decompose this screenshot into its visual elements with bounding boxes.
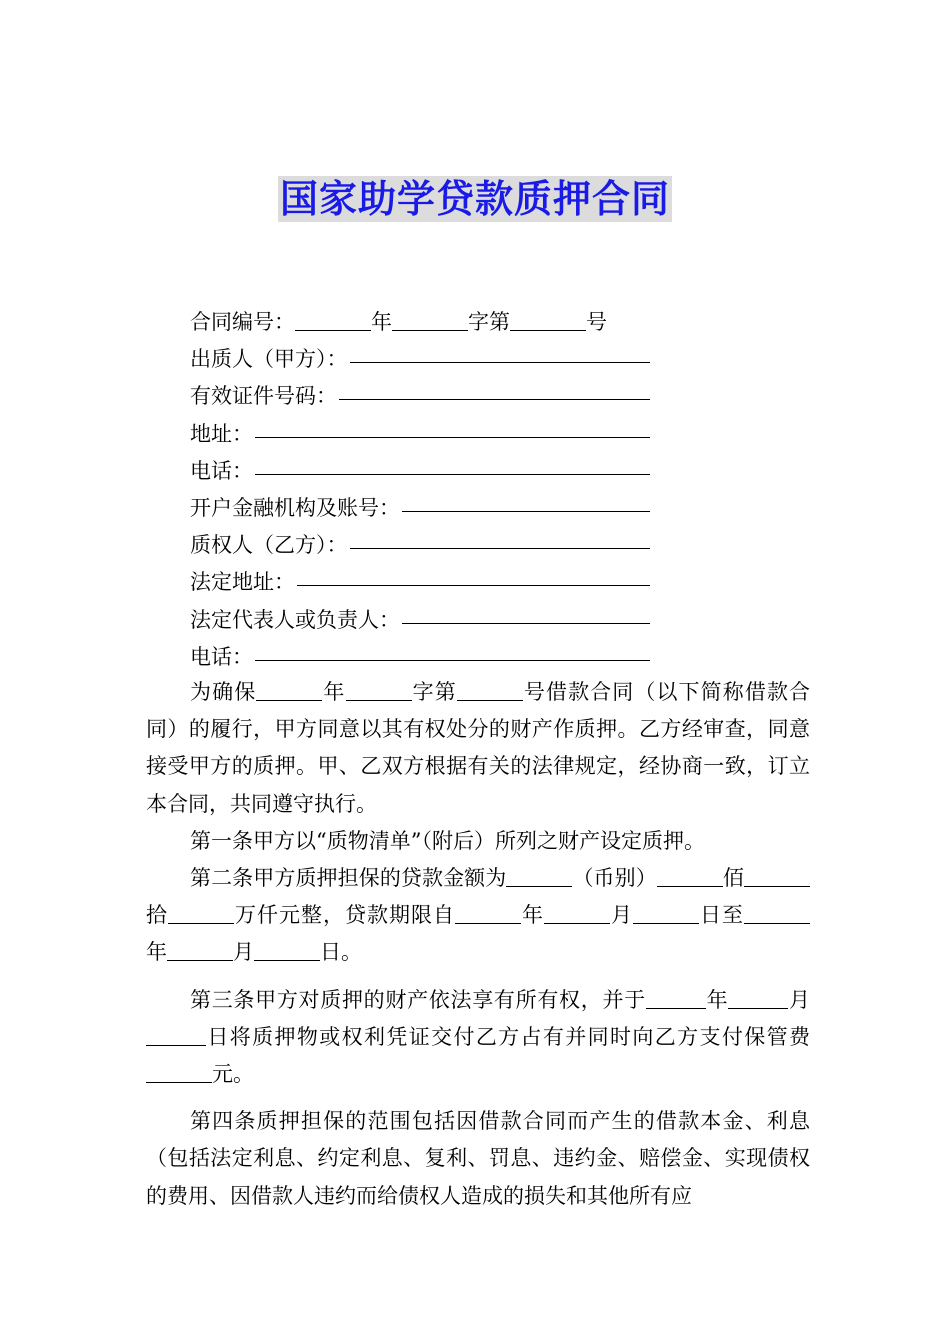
delivery-year-blank[interactable] [646, 988, 706, 1009]
end-day-blank[interactable] [254, 940, 320, 961]
article-text: 日。 [320, 940, 362, 965]
contract-number-blank[interactable] [510, 310, 586, 331]
end-month-blank[interactable] [167, 940, 233, 961]
field-blank[interactable] [350, 340, 651, 363]
article-1: 第一条甲方以“质物清单”（附后）所列之财产设定质押。 [190, 828, 705, 853]
contract-word-label: 字第 [468, 310, 510, 334]
hundreds-blank[interactable] [657, 866, 723, 887]
field-phone-2 [190, 639, 650, 676]
field-bank-account [190, 490, 650, 527]
loan-year-blank[interactable] [256, 680, 322, 701]
article-text: 月 [788, 987, 811, 1012]
loan-word-blank[interactable] [346, 680, 412, 701]
article-text: 拾 [146, 903, 168, 928]
article-text: 日至 [699, 903, 744, 928]
article-text: 月 [610, 903, 633, 928]
article-text: 日将质押物或权利凭证交付乙方占有并同时向乙方支付保管费 [206, 1024, 810, 1049]
document-title: 国家助学贷款质押合同 [279, 177, 670, 221]
contract-year-blank[interactable] [295, 310, 371, 331]
field-address [190, 416, 650, 453]
field-blank[interactable] [339, 377, 650, 400]
start-month-blank[interactable] [544, 903, 610, 924]
storage-fee-blank[interactable] [146, 1062, 212, 1083]
preamble-text: 年 [322, 680, 346, 704]
contract-word-blank[interactable] [392, 310, 468, 331]
field-label: 法定代表人或负责人： [190, 607, 400, 632]
field-id-number [190, 378, 650, 415]
article-4: 第四条质押担保的范围包括因借款合同而产生的借款本金、利息（包括法定利息、约定利息、复利、罚息、违约金、赔偿金、实现债权的费用、因借款人违约而给债权人造成的损失和其他所有应 [146, 1109, 810, 1208]
field-pledgor [190, 341, 650, 378]
party-fields [190, 304, 650, 676]
field-blank[interactable] [402, 601, 650, 624]
field-label: 质权人（乙方）： [190, 533, 348, 558]
field-blank[interactable] [255, 638, 650, 661]
field-pledgee [190, 527, 650, 564]
article-text: 月 [233, 940, 254, 965]
contract-number-suffix: 号 [586, 310, 607, 334]
field-label: 法定地址： [190, 570, 295, 595]
thousands-blank[interactable] [168, 903, 234, 924]
title-container [0, 176, 950, 222]
delivery-month-blank[interactable] [728, 988, 788, 1009]
field-blank[interactable] [255, 452, 650, 475]
field-blank[interactable] [350, 526, 651, 549]
article-text: 第三条甲方对质押的财产依法享有所有权，并于 [190, 987, 646, 1012]
article-3 [146, 982, 810, 1094]
start-day-blank[interactable] [633, 903, 699, 924]
article-text: 年 [705, 987, 729, 1012]
amount-blank[interactable] [506, 866, 572, 887]
article-2 [146, 860, 810, 972]
preamble-text: 字第 [411, 680, 457, 704]
field-label: 地址： [190, 421, 253, 446]
paragraph-gap [146, 972, 810, 982]
field-blank[interactable] [255, 415, 650, 438]
article-text: 万仟元整，贷款期限自 [234, 903, 455, 928]
contract-body [146, 674, 810, 1215]
paragraph-gap [146, 1093, 810, 1103]
preamble-text: 为确保 [190, 680, 257, 704]
field-legal-address [190, 564, 650, 601]
preamble-text: 号借款合同（以下简称借款合同）的履行，甲方同意以其有权处分的财产作质押。乙方经审查，同意接受甲方的质押。甲、乙双方根据有关的法律规定，经协商一致，订立本合同，共同遵守执行。 [146, 680, 811, 816]
contract-year-label: 年 [371, 310, 392, 334]
article-text: 元。 [212, 1062, 254, 1087]
field-label: 开户金融机构及账号： [190, 495, 400, 520]
field-label: 电话： [190, 644, 253, 669]
contract-number-row [190, 304, 650, 341]
article-text: 年 [146, 940, 167, 965]
field-blank[interactable] [297, 563, 650, 586]
contract-number-label: 合同编号： [190, 310, 295, 334]
field-label: 出质人（甲方）： [190, 347, 348, 372]
field-label: 有效证件号码： [190, 384, 337, 409]
tens-blank[interactable] [744, 866, 810, 887]
article-text: 第二条甲方质押担保的贷款金额为 [190, 866, 507, 891]
end-year-blank[interactable] [744, 903, 810, 924]
field-label: 电话： [190, 458, 253, 483]
start-year-blank[interactable] [455, 903, 521, 924]
loan-number-blank[interactable] [457, 680, 523, 701]
article-text: 佰 [722, 866, 745, 891]
field-legal-representative [190, 602, 650, 639]
preamble-paragraph [146, 674, 810, 823]
field-blank[interactable] [402, 489, 650, 512]
article-text: （币别） [572, 866, 657, 891]
article-text: 年 [521, 903, 544, 928]
delivery-day-blank[interactable] [146, 1025, 206, 1046]
field-phone [190, 453, 650, 490]
